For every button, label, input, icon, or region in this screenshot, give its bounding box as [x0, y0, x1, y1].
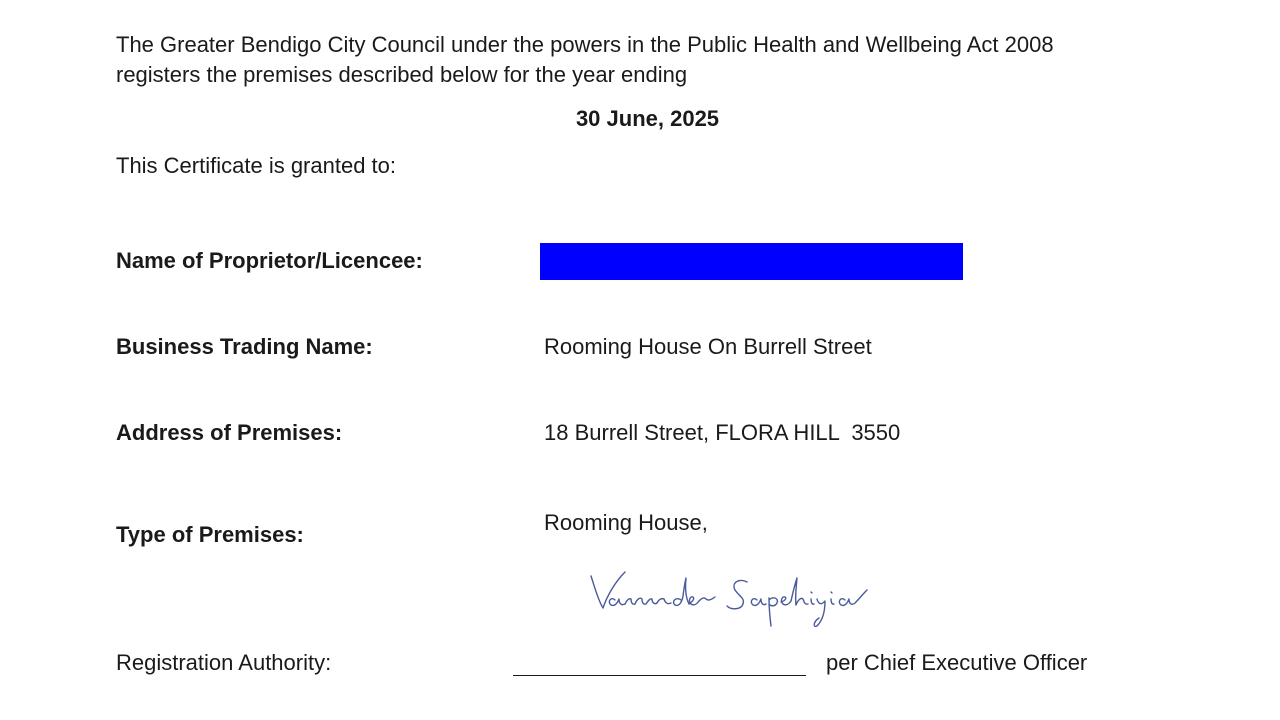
handwritten-signature — [585, 566, 885, 642]
intro-line-2: registers the premises described below for the year ending — [116, 62, 688, 87]
premises-type-label: Type of Premises: — [116, 522, 304, 547]
trading-name-label: Business Trading Name: — [116, 334, 373, 359]
registration-authority-label: Registration Authority: — [116, 650, 332, 675]
chief-executive-officer-label: per Chief Executive Officer — [826, 650, 1088, 675]
address-value: 18 Burrell Street, FLORA HILL 3550 — [544, 420, 901, 445]
granted-to-heading: This Certificate is granted to: — [116, 153, 397, 178]
trading-name-value: Rooming House On Burrell Street — [544, 334, 872, 359]
intro-line-1: The Greater Bendigo City Council under the powers in the Public Health and Wellbeing Act 2008 — [116, 32, 1054, 57]
year-ending-date: 30 June, 2025 — [575, 106, 720, 131]
proprietor-label: Name of Proprietor/Licencee: — [116, 248, 423, 273]
proprietor-redaction-box — [540, 243, 963, 280]
signature-line — [513, 675, 806, 676]
premises-type-value: Rooming House, — [544, 510, 708, 535]
address-label: Address of Premises: — [116, 420, 343, 445]
intro-paragraph — [116, 30, 1054, 90]
